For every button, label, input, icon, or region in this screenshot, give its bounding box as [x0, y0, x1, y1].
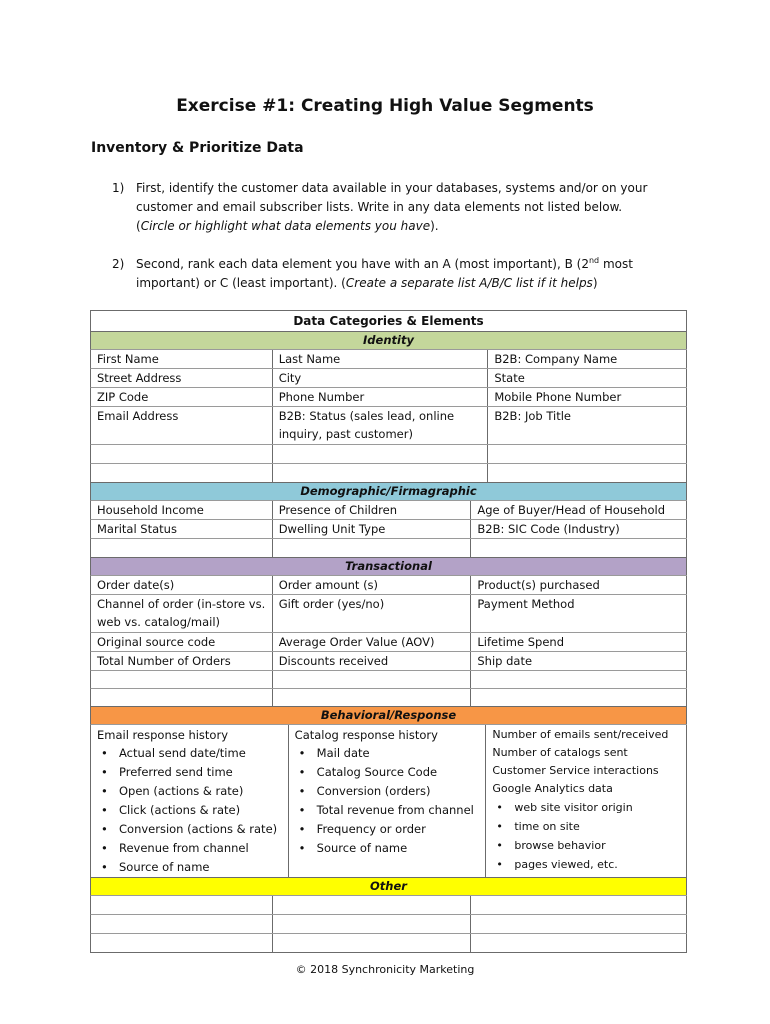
empty-table-row	[90, 444, 687, 463]
empty-cell[interactable]	[273, 445, 489, 463]
list-item: • time on site	[492, 817, 680, 836]
table-cell: Last Name	[273, 350, 489, 368]
empty-cell[interactable]	[273, 689, 472, 706]
list-item: • Actual send date/time	[97, 744, 282, 763]
table-cell: Presence of Children	[273, 501, 472, 519]
identity-category-band: Identity	[90, 331, 687, 349]
list-item: • Conversion (actions & rate)	[97, 820, 282, 839]
catalog-response-cell	[289, 725, 487, 877]
empty-cell[interactable]	[471, 539, 687, 557]
table-cell: Discounts received	[273, 652, 472, 670]
empty-cell[interactable]	[91, 896, 273, 914]
empty-cell[interactable]	[471, 671, 687, 688]
list-item: • Source of name	[295, 839, 480, 858]
section-heading: Inventory & Prioritize Data	[91, 140, 304, 156]
table-row	[90, 519, 687, 538]
cell-line: Number of emails sent/received	[492, 728, 669, 741]
bullet-list	[295, 744, 480, 858]
transactional-category-band: Transactional	[90, 557, 687, 575]
list-item: • pages viewed, etc.	[492, 855, 680, 874]
table-cell: B2B: Company Name	[488, 350, 687, 368]
table-cell: Household Income	[91, 501, 273, 519]
list-item: • Click (actions & rate)	[97, 801, 282, 820]
italic-instruction: Circle or highlight what data elements you have	[140, 219, 431, 233]
empty-table-row	[90, 895, 687, 914]
empty-table-row	[90, 914, 687, 933]
list-item: • Frequency or order	[295, 820, 480, 839]
table-cell: ZIP Code	[91, 388, 273, 406]
table-cell: Product(s) purchased	[471, 576, 687, 594]
step-text: most	[599, 257, 633, 271]
empty-cell[interactable]	[273, 539, 472, 557]
empty-cell[interactable]	[273, 896, 472, 914]
step-text-line: customer and email subscriber lists. Write in any data elements not listed below.	[136, 200, 623, 214]
empty-cell[interactable]	[273, 671, 472, 688]
step-number: 2)	[112, 257, 125, 271]
table-row	[90, 349, 687, 368]
table-row	[90, 632, 687, 651]
list-item: • browse behavior	[492, 836, 680, 855]
list-item: • Catalog Source Code	[295, 763, 480, 782]
empty-table-row	[90, 538, 687, 557]
step-text-line	[136, 255, 676, 274]
empty-cell[interactable]	[273, 915, 472, 933]
digital-behavior-cell	[486, 725, 687, 877]
table-row	[90, 594, 687, 632]
table-cell: Phone Number	[273, 388, 489, 406]
data-categories-table	[90, 310, 687, 953]
step-text-line: First, identify the customer data available in your databases, systems and/or on your	[136, 181, 648, 195]
table-cell: State	[488, 369, 687, 387]
cell-heading: Catalog response history	[294, 728, 438, 742]
list-item: • Conversion (orders)	[295, 782, 480, 801]
table-row	[90, 406, 687, 444]
cell-line: Customer Service interactions	[492, 764, 659, 777]
email-response-cell	[91, 725, 289, 877]
empty-cell[interactable]	[91, 934, 273, 952]
other-category-band: Other	[90, 877, 687, 895]
demographic-category-band: Demographic/Firmagraphic	[90, 482, 687, 500]
table-heading: Data Categories & Elements	[90, 310, 687, 331]
step-text: important) or C (least important). (	[136, 276, 346, 290]
empty-cell[interactable]	[273, 934, 472, 952]
bullet-list	[492, 798, 680, 874]
table-cell: Email Address	[91, 407, 273, 444]
table-cell: Street Address	[91, 369, 273, 387]
table-cell: B2B: SIC Code (Industry)	[471, 520, 687, 538]
empty-cell[interactable]	[488, 445, 687, 463]
italic-instruction: Create a separate list A/B/C list if it helps	[345, 276, 593, 290]
cell-line: Number of catalogs sent	[492, 746, 628, 759]
table-cell: Total Number of Orders	[91, 652, 273, 670]
table-cell: Ship date	[471, 652, 687, 670]
step-number: 1)	[112, 181, 125, 195]
empty-cell[interactable]	[91, 464, 273, 482]
empty-cell[interactable]	[471, 689, 687, 706]
table-row	[90, 368, 687, 387]
empty-table-row	[90, 670, 687, 688]
empty-cell[interactable]	[471, 896, 687, 914]
empty-table-row	[90, 688, 687, 706]
table-cell: Channel of order (in-store vs. web vs. catalog/mail)	[91, 595, 273, 632]
empty-table-row	[90, 933, 687, 953]
table-cell: Original source code	[91, 633, 273, 651]
table-row	[90, 575, 687, 594]
cell-line: Google Analytics data	[492, 782, 613, 795]
table-cell: Gift order (yes/no)	[273, 595, 472, 632]
instruction-step-1	[112, 179, 672, 239]
list-item: • Preferred send time	[97, 763, 282, 782]
empty-table-row	[90, 463, 687, 482]
table-row	[90, 651, 687, 670]
page-title: Exercise #1: Creating High Value Segments	[176, 96, 594, 116]
table-cell: Order date(s)	[91, 576, 273, 594]
bullet-list	[97, 744, 282, 877]
list-item: • Total revenue from channel	[295, 801, 480, 820]
table-cell: City	[273, 369, 489, 387]
step-text-line	[136, 274, 676, 293]
table-cell: First Name	[91, 350, 273, 368]
table-cell: B2B: Status (sales lead, online inquiry, past customer)	[273, 407, 489, 444]
cell-heading: Email response history	[97, 728, 229, 742]
copyright-footer: © 2018 Synchronicity Marketing	[295, 963, 475, 976]
empty-cell[interactable]	[91, 671, 273, 688]
step-text: Second, rank each data element you have with an A (most important), B (2	[136, 257, 589, 271]
empty-cell[interactable]	[91, 689, 273, 706]
step-text-line	[136, 217, 676, 236]
behavioral-category-band: Behavioral/Response	[90, 706, 687, 724]
empty-cell[interactable]	[471, 915, 687, 933]
table-cell: Marital Status	[91, 520, 273, 538]
table-cell: Lifetime Spend	[471, 633, 687, 651]
table-cell: B2B: Job Title	[488, 407, 687, 444]
table-cell: Age of Buyer/Head of Household	[471, 501, 687, 519]
list-item: • Revenue from channel	[97, 839, 282, 858]
step-text: )	[592, 276, 598, 290]
table-row	[90, 500, 687, 519]
empty-cell[interactable]	[91, 539, 273, 557]
table-row	[90, 387, 687, 406]
table-cell: Mobile Phone Number	[488, 388, 687, 406]
empty-cell[interactable]	[471, 934, 687, 952]
paren-text: ).	[430, 219, 439, 233]
instruction-step-2	[112, 255, 672, 295]
paren-text: (	[136, 219, 141, 233]
table-row	[90, 724, 687, 877]
list-item: • web site visitor origin	[492, 798, 680, 817]
empty-cell[interactable]	[91, 915, 273, 933]
ordinal-suffix: nd	[588, 256, 600, 265]
empty-cell[interactable]	[91, 445, 273, 463]
list-item: • Source of name	[97, 858, 282, 877]
table-cell: Payment Method	[471, 595, 687, 632]
table-cell: Dwelling Unit Type	[273, 520, 472, 538]
empty-cell[interactable]	[273, 464, 489, 482]
list-item: • Open (actions & rate)	[97, 782, 282, 801]
table-cell: Average Order Value (AOV)	[273, 633, 472, 651]
table-cell: Order amount (s)	[273, 576, 472, 594]
empty-cell[interactable]	[488, 464, 687, 482]
list-item: • Mail date	[295, 744, 480, 763]
